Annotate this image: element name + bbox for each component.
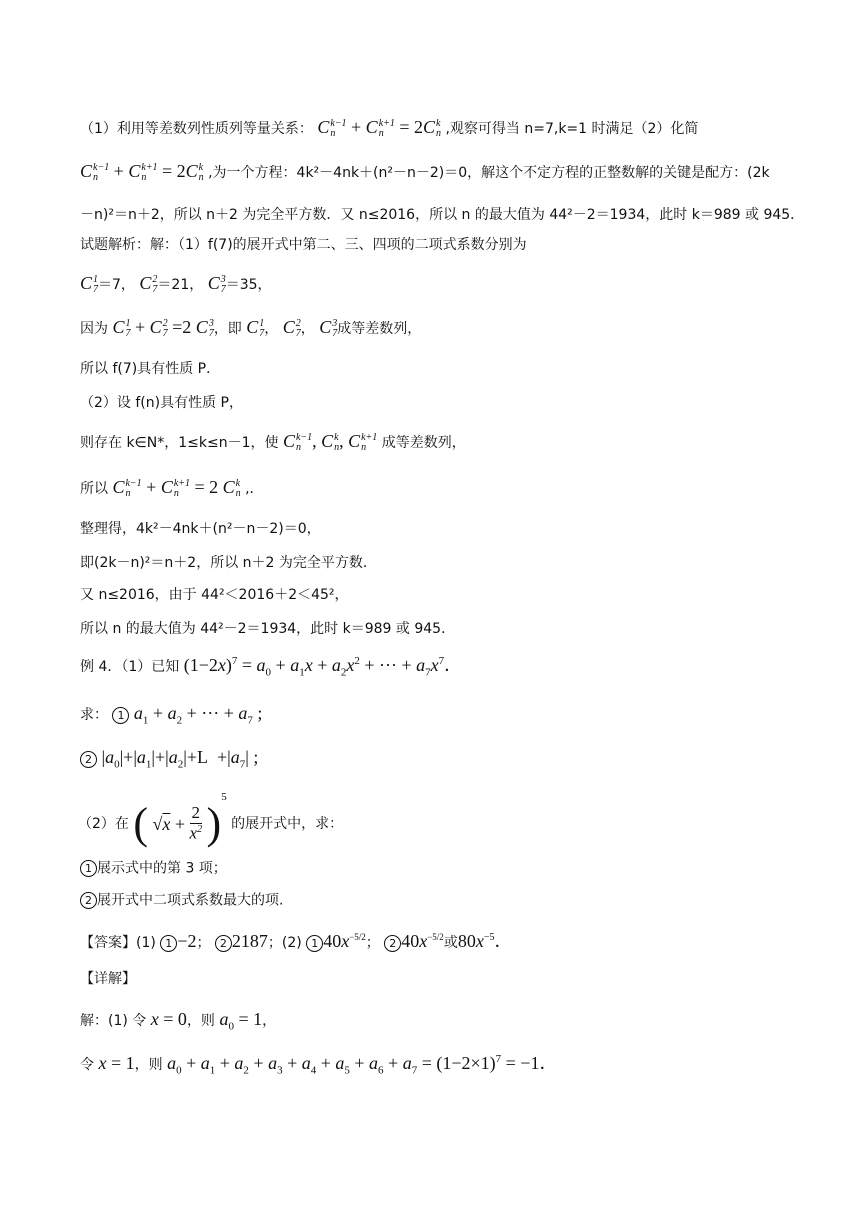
text-line-5: C 1 7 ＝7， C 2 7 ＝21， C 3 7 ＝35， (80, 273, 272, 295)
question-1-line: 求： 1 $a_1 + a_2$ + ··· + $a_7$ ; (80, 703, 263, 727)
text-line-14: 所以 n 的最大值为 44²－2＝1934，此时 k＝989 或 945． (80, 621, 456, 637)
circled-number-2: 2 (80, 751, 97, 768)
text-line-10: 所以 C k−1 n + C k+1 n = 2 C k n ,． (80, 477, 264, 499)
text-line-11: 整理得，4k²－4nk＋(n²－n－2)＝0， (80, 521, 321, 537)
text-line-12: 即(2k－n)²＝n＋2，所以 n＋2 为完全平方数． (80, 555, 377, 571)
circled-number-1b: 1 (80, 860, 97, 877)
line-1-text-a: （1）利用等差数列性质列等量关系： (80, 120, 313, 137)
example-4-line: 例 4．（1）已知 $(1-2x)^7 = a_0 + a_1x + a_2x^2$ + ··· + $a_7x^7$． (80, 655, 463, 679)
solution-line-1: 解：(1) 令 x = 0，则 $a_0 = 1$， (80, 1009, 277, 1033)
text-line-4: 试题解析：解：（1）f(7)的展开式中第二、三、四项的二项式系数分别为 (80, 237, 527, 253)
text-line-6: 因为 C 1 7 + C 2 7 =2 C 3 7 ，即 C 1 7 ， C 2 7 ， C 3 7 成等差数列， (80, 317, 422, 339)
line-2-text: ,为一个方程：4k²－4nk＋(n²－n－2)＝0，解这个不定方程的正整数解的关键是配方：(2k (208, 164, 770, 181)
text-line-8: （2）设 f(n)具有性质 P， (80, 395, 243, 411)
expansion-equation: $(1-2x)^7 = a_0 + a_1x + a_2x^2$ + ··· + $a_7x^7$． (183, 655, 463, 679)
binomial-relation-formula-2: C k−1 n + C k+1 n = 2C k n (80, 161, 204, 183)
circled-number-1: 1 (112, 707, 129, 724)
circled-number-2b: 2 (80, 892, 97, 909)
text-line-9: 则存在 k∈N*，1≤k≤n－1，使 C k−1 n , C k n , C k+1 n 成等差数列， (80, 431, 466, 453)
text-line-2 (80, 162, 770, 184)
question-2-line: 2 $|a_0|+|a_1|+|a_2|+L +|a_7|$ ; (80, 748, 258, 771)
text-line-13: 又 n≤2016，由于 44²＜2016＋2＜45²， (80, 587, 349, 603)
answer-line: 【答案】(1) 1 −2； 2 2187；(2) 1 $40x^{-5/2}$； 2 $40x^{-5/2}$或$80x^{-5}$． (80, 931, 513, 951)
question-binomial-line: （2）在 ( √x + $\frac{2}{x^2}$ )$^5$ 的展开式中，求： (78, 791, 344, 848)
line-1-text-b: ,观察可得当 n=7,k=1 时满足（2）化简 (445, 120, 699, 137)
text-line-7: 所以 f(7)具有性质 P． (80, 361, 221, 377)
sub-question-1: 1 展示式中的第 3 项； (80, 860, 227, 877)
binomial-relation-formula: C k−1 n + C k+1 n = 2C k n (317, 117, 441, 139)
sub-question-2: 2 展开式中二项式系数最大的项. (80, 892, 283, 909)
solution-line-2: 令 x = 1，则 $a_0 + a_1 + a_2 + a_3 + a_4 + a_5 + a_6 + a_7 = (1-2\times 1)^7 = -1$． (80, 1053, 558, 1077)
text-line-1 (80, 118, 698, 140)
text-line-3: －n)²＝n＋2，所以 n＋2 为完全平方数．又 n≤2016，所以 n 的最大值为 44²－2＝1934，此时 k＝989 或 945． (80, 207, 805, 223)
detail-heading: 【详解】 (80, 971, 136, 987)
